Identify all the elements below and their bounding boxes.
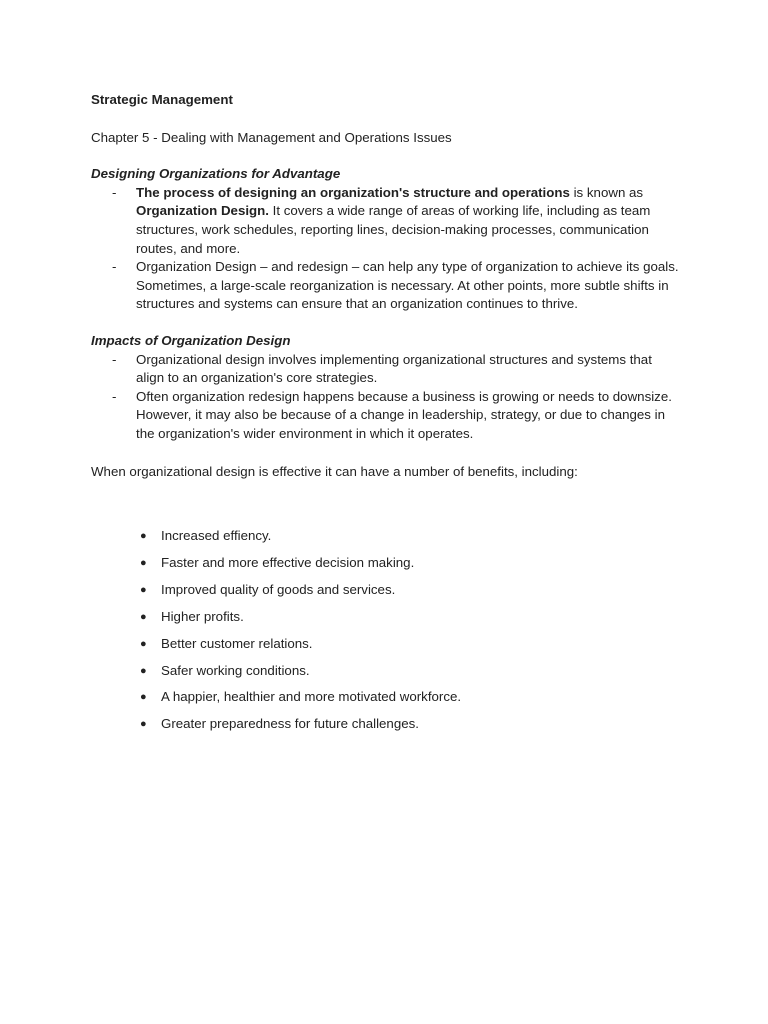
document-title: Strategic Management	[91, 92, 233, 107]
body-text: is known as	[569, 184, 644, 200]
list-item	[91, 527, 681, 546]
list-item	[91, 554, 681, 573]
dash-marker: -	[112, 184, 117, 200]
designing-list	[91, 184, 681, 314]
bullet-marker: ●	[140, 691, 147, 704]
list-item	[91, 184, 681, 258]
benefit-text: A happier, healthier and more motivated workforce.	[161, 689, 462, 705]
list-item	[91, 581, 681, 600]
list-item	[91, 351, 681, 388]
body-text: Often organization redesign happens because a business is growing or needs to downsize. However, it may also be because of a change in leadership, strategy, or due to changes in the organization's wider environment in which it operates.	[136, 388, 672, 441]
list-item	[91, 258, 681, 314]
section-heading-designing: Designing Organizations for Advantage	[91, 166, 341, 182]
section-heading-impacts: Impacts of Organization Design	[91, 332, 291, 348]
bold-term-text: Organization Design.	[136, 203, 269, 219]
bullet-marker: ●	[140, 583, 147, 596]
body-text: Organizational design involves implementing organizational structures and systems that align to an organization's core strategies.	[136, 351, 652, 386]
document-page	[91, 91, 681, 742]
benefit-text: Faster and more effective decision making.	[161, 554, 415, 570]
list-item	[91, 635, 681, 654]
bullet-marker: ●	[140, 530, 147, 543]
list-item	[91, 388, 681, 444]
benefit-text: Improved quality of goods and services.	[161, 581, 396, 597]
list-item	[91, 608, 681, 627]
benefits-intro: When organizational design is effective it can have a number of benefits, including:	[91, 463, 578, 479]
impacts-list	[91, 351, 681, 444]
dash-marker: -	[112, 259, 117, 275]
bullet-marker: ●	[140, 664, 147, 677]
benefit-text: Greater preparedness for future challenges.	[161, 716, 419, 732]
list-item	[91, 688, 681, 707]
bullet-marker: ●	[140, 637, 147, 650]
list-item	[91, 662, 681, 681]
benefit-text: Safer working conditions.	[161, 662, 310, 678]
dash-marker: -	[112, 351, 117, 367]
bullet-marker: ●	[140, 610, 147, 623]
benefits-list	[91, 527, 681, 734]
bullet-marker: ●	[140, 556, 147, 569]
benefit-text: Better customer relations.	[161, 635, 313, 651]
dash-marker: -	[112, 388, 117, 404]
list-item	[91, 715, 681, 734]
benefit-text: Increased effiency.	[161, 528, 272, 544]
chapter-heading: Chapter 5 - Dealing with Management and Operations Issues	[91, 129, 452, 145]
benefit-text: Higher profits.	[161, 608, 244, 624]
bullet-marker: ●	[140, 718, 147, 731]
body-text: Organization Design – and redesign – can help any type of organization to achieve its goals. Sometimes, a large-scale reorganization is necessary. At other points, more subtle shifts in structures and systems can ensure that an organization continues to thrive.	[136, 259, 679, 312]
bold-lead-text: The process of designing an organization's structure and operations	[136, 184, 570, 200]
body-text: It covers a wide range of areas of working life, including as team structures, work schedules, reporting lines, decision-making processes, communication routes, and more.	[136, 203, 651, 256]
